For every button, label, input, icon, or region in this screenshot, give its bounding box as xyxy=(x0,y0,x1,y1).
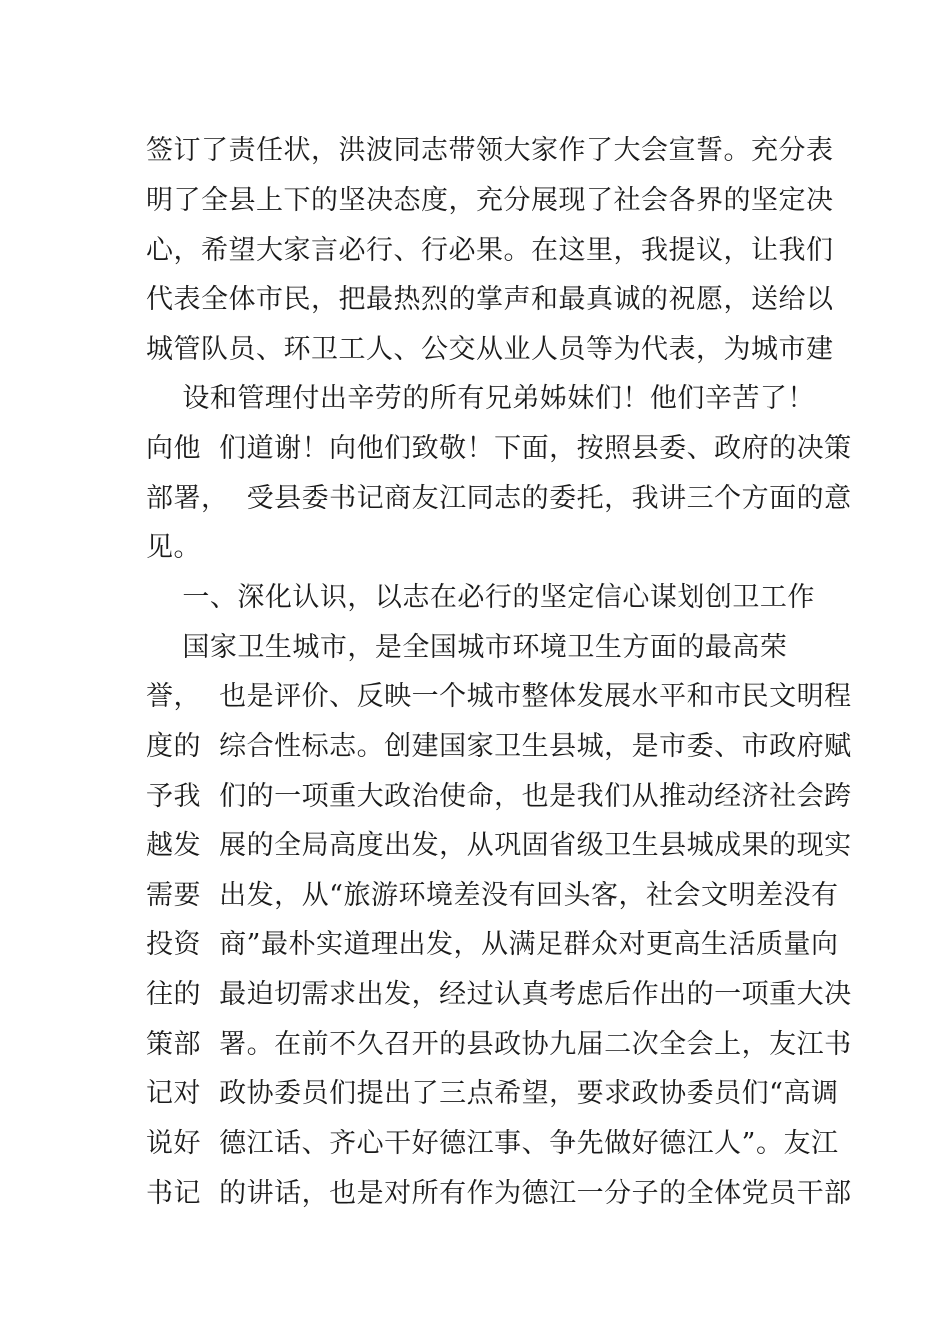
text-line: 策部 署。在前不久召开的县政协九届二次全会上，友江书 xyxy=(146,1029,852,1060)
text-line: 城管队员、环卫工人、公交从业人员等为代表，为城市建 xyxy=(146,334,834,365)
text-line: 国家卫生城市，是全国城市环境卫生方面的最高荣 xyxy=(146,632,788,663)
text-line: 明了全县上下的坚决态度，充分展现了社会各界的坚定决 xyxy=(146,185,834,216)
text-line: 部署， 受县委书记商友江同志的委托，我讲三个方面的意 xyxy=(146,483,852,514)
text-line: 需要 出发，从“旅游环境差没有回头客，社会文明差没有 xyxy=(146,880,839,911)
text-line: 心，希望大家言必行、行必果。在这里，我提议，让我们 xyxy=(146,235,834,266)
text-line: 向他 们道谢！向他们致敬！下面，按照县委、政府的决策 xyxy=(146,433,852,464)
text-line: 代表全体市民，把最热烈的掌声和最真诚的祝愿，送给以 xyxy=(146,284,834,315)
section-heading: 一、深化认识，以志在必行的坚定信心谋划创卫工作 xyxy=(146,582,815,613)
text-line: 誉， 也是评价、反映一个城市整体发展水平和市民文明程 xyxy=(146,681,852,712)
text-line: 越发 展的全局高度出发，从巩固省级卫生县城成果的现实 xyxy=(146,830,852,861)
text-line: 予我 们的一项重大政治使命，也是我们从推动经济社会跨 xyxy=(146,781,852,812)
text-line: 见。 xyxy=(146,532,201,563)
text-line: 度的 综合性标志。创建国家卫生县城，是市委、市政府赋 xyxy=(146,731,852,762)
text-line: 签订了责任状，洪波同志带领大家作了大会宣誓。充分表 xyxy=(146,135,834,166)
text-line: 设和管理付出辛劳的所有兄弟姊妹们！他们辛苦了！ xyxy=(146,383,815,414)
text-line: 说好 德江话、齐心干好德江事、争先做好德江人”。友江 xyxy=(146,1128,839,1159)
text-line: 记对 政协委员们提出了三点希望，要求政协委员们“高调 xyxy=(146,1078,839,1109)
text-line: 投资 商”最朴实道理出发，从满足群众对更高生活质量向 xyxy=(146,929,839,960)
text-line: 书记 的讲话，也是对所有作为德江一分子的全体党员干部 xyxy=(146,1178,852,1209)
text-line: 往的 最迫切需求出发，经过认真考虑后作出的一项重大决 xyxy=(146,979,852,1010)
